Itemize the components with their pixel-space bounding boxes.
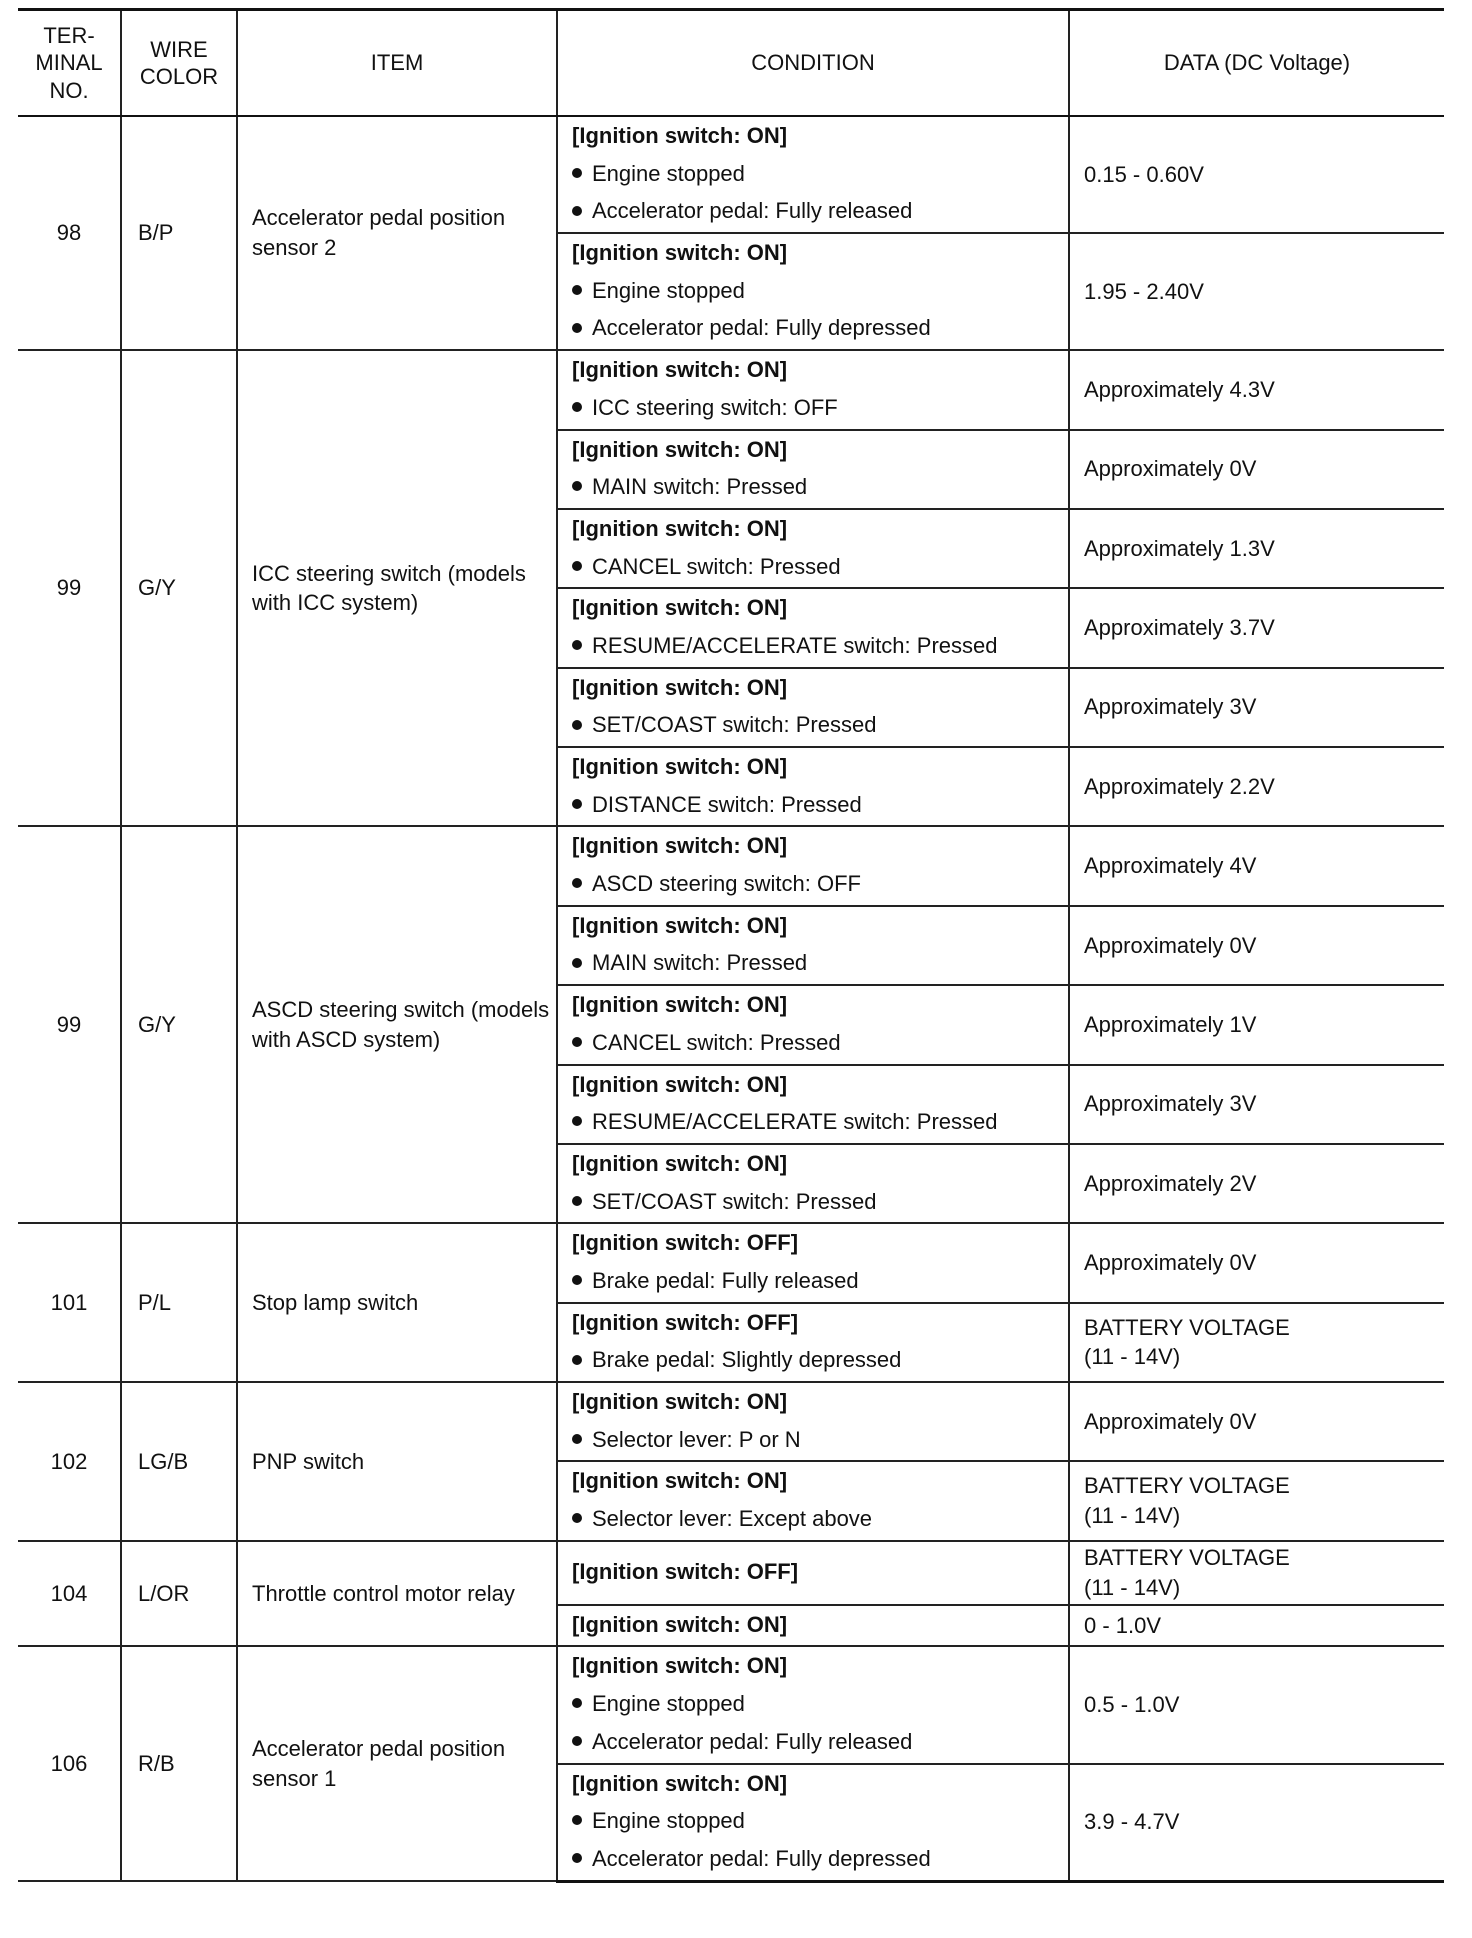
bullet-icon	[572, 168, 582, 178]
condition-bullet-text: Engine stopped	[592, 160, 745, 186]
item-name: Throttle control motor relay	[237, 1541, 557, 1647]
data-voltage: BATTERY VOLTAGE (11 - 14V)	[1069, 1541, 1444, 1605]
data-voltage: 0.5 - 1.0V	[1069, 1646, 1444, 1763]
condition-title: [Ignition switch: ON]	[572, 436, 788, 462]
condition-title: [Ignition switch: ON]	[572, 240, 788, 266]
bullet-icon	[572, 206, 582, 216]
wire-color: L/OR	[121, 1541, 237, 1647]
condition-bullet-text: Accelerator pedal: Fully depressed	[592, 315, 931, 341]
condition-bullet-text: Engine stopped	[592, 1691, 745, 1717]
condition-bullet-text: Accelerator pedal: Fully released	[592, 1728, 913, 1754]
condition-bullet	[572, 1844, 1058, 1874]
condition-bullet	[572, 1727, 1058, 1757]
condition-title: [Ignition switch: OFF]	[572, 1309, 799, 1335]
header-data: DATA (DC Voltage)	[1069, 10, 1444, 117]
terminal-data-table	[18, 8, 1444, 1883]
bullet-icon	[572, 1355, 582, 1365]
condition-cell	[557, 1461, 1069, 1540]
condition-bullet	[572, 313, 1058, 343]
header-row	[18, 10, 1444, 117]
data-voltage: Approximately 2V	[1069, 1144, 1444, 1223]
terminal-number: 98	[18, 116, 121, 350]
condition-title: [Ignition switch: ON]	[572, 123, 788, 148]
condition-bullet-text: CANCEL switch: Pressed	[592, 553, 841, 579]
header-condition: CONDITION	[557, 10, 1069, 117]
condition-title: [Ignition switch: ON]	[572, 1468, 788, 1494]
condition-title: [Ignition switch: ON]	[572, 595, 788, 621]
condition-bullet-text: Accelerator pedal: Fully depressed	[592, 1845, 931, 1871]
bullet-icon	[572, 561, 582, 571]
bullet-icon	[572, 1196, 582, 1206]
item-name: Stop lamp switch	[237, 1223, 557, 1382]
bullet-icon	[572, 1275, 582, 1285]
bullet-icon	[572, 1736, 582, 1746]
condition-title: [Ignition switch: ON]	[572, 992, 788, 1018]
table-row	[18, 1382, 1444, 1461]
condition-bullet	[572, 393, 1058, 423]
condition-title: [Ignition switch: OFF]	[572, 1558, 799, 1584]
condition-cell	[557, 350, 1069, 429]
terminal-number: 99	[18, 826, 121, 1223]
condition-bullet	[572, 1806, 1058, 1836]
condition-title: [Ignition switch: ON]	[572, 674, 788, 700]
condition-bullet	[572, 276, 1058, 306]
data-voltage: Approximately 1.3V	[1069, 509, 1444, 588]
condition-title: [Ignition switch: ON]	[572, 754, 788, 779]
bullet-icon	[572, 1434, 582, 1444]
bullet-icon	[572, 799, 582, 809]
condition-bullet-text: MAIN switch: Pressed	[592, 474, 808, 500]
condition-bullet	[572, 1689, 1058, 1719]
bullet-icon	[572, 1513, 582, 1523]
condition-bullet	[572, 1028, 1058, 1058]
condition-cell	[557, 826, 1069, 905]
condition-bullet	[572, 948, 1058, 978]
condition-bullet	[572, 869, 1058, 899]
bullet-icon	[572, 285, 582, 295]
condition-bullet-text: MAIN switch: Pressed	[592, 950, 808, 976]
condition-cell	[557, 1382, 1069, 1461]
bullet-icon	[572, 1037, 582, 1047]
bullet-icon	[572, 1853, 582, 1863]
table-row	[18, 1223, 1444, 1302]
header-wire-color: WIRE COLOR	[121, 10, 237, 117]
data-voltage: BATTERY VOLTAGE (11 - 14V)	[1069, 1303, 1444, 1382]
condition-title: [Ignition switch: ON]	[572, 1150, 788, 1176]
condition-title: [Ignition switch: ON]	[572, 357, 788, 383]
condition-cell	[557, 1303, 1069, 1382]
item-name: Accelerator pedal position sensor 1	[237, 1646, 557, 1881]
condition-cell	[557, 985, 1069, 1064]
condition-cell	[557, 1223, 1069, 1302]
data-voltage: Approximately 2.2V	[1069, 747, 1444, 826]
terminal-data-table-container	[18, 8, 1444, 1883]
condition-bullet	[572, 1504, 1058, 1534]
condition-title: [Ignition switch: OFF]	[572, 1230, 799, 1256]
table-row	[18, 350, 1444, 429]
wire-color: R/B	[121, 1646, 237, 1881]
bullet-icon	[572, 878, 582, 888]
condition-cell	[557, 430, 1069, 509]
wire-color: B/P	[121, 116, 237, 350]
condition-bullet	[572, 196, 1058, 226]
condition-cell	[557, 1764, 1069, 1882]
data-voltage: Approximately 0V	[1069, 1382, 1444, 1461]
table-row	[18, 1646, 1444, 1763]
condition-title: [Ignition switch: ON]	[572, 1389, 788, 1414]
bullet-icon	[572, 1698, 582, 1708]
condition-bullet-text: RESUME/ACCELERATE switch: Pressed	[592, 1109, 998, 1135]
data-voltage: Approximately 0V	[1069, 906, 1444, 985]
condition-bullet	[572, 1187, 1058, 1217]
condition-bullet	[572, 1425, 1058, 1455]
condition-cell	[557, 1144, 1069, 1223]
condition-bullet-text: Selector lever: Except above	[592, 1506, 873, 1532]
bullet-icon	[572, 481, 582, 491]
condition-bullet	[572, 472, 1058, 502]
bullet-icon	[572, 958, 582, 968]
data-voltage: Approximately 4.3V	[1069, 350, 1444, 429]
condition-bullet-text: Brake pedal: Slightly depressed	[592, 1347, 902, 1373]
condition-bullet-text: ICC steering switch: OFF	[592, 394, 838, 420]
item-name: Accelerator pedal position sensor 2	[237, 116, 557, 350]
condition-cell	[557, 1541, 1069, 1605]
data-voltage: BATTERY VOLTAGE (11 - 14V)	[1069, 1461, 1444, 1540]
data-voltage: Approximately 3V	[1069, 668, 1444, 747]
condition-bullet	[572, 552, 1058, 582]
condition-bullet-text: ASCD steering switch: OFF	[592, 871, 861, 897]
terminal-number: 102	[18, 1382, 121, 1541]
bullet-icon	[572, 402, 582, 412]
wire-color: G/Y	[121, 826, 237, 1223]
condition-bullet	[572, 790, 1058, 820]
data-voltage: Approximately 3V	[1069, 1065, 1444, 1144]
condition-cell	[557, 116, 1069, 233]
header-terminal: TER- MINAL NO.	[18, 10, 121, 117]
item-name: PNP switch	[237, 1382, 557, 1541]
condition-bullet-text: CANCEL switch: Pressed	[592, 1029, 841, 1055]
condition-cell	[557, 668, 1069, 747]
data-voltage: Approximately 4V	[1069, 826, 1444, 905]
condition-cell	[557, 747, 1069, 826]
table-row	[18, 1541, 1444, 1605]
condition-bullet	[572, 631, 1058, 661]
data-voltage: 0.15 - 0.60V	[1069, 116, 1444, 233]
condition-bullet	[572, 1345, 1058, 1375]
condition-title: [Ignition switch: ON]	[572, 912, 788, 938]
wire-color: G/Y	[121, 350, 237, 826]
condition-cell	[557, 1065, 1069, 1144]
item-name: ASCD steering switch (models with ASCD system)	[237, 826, 557, 1223]
data-voltage: Approximately 0V	[1069, 1223, 1444, 1302]
condition-bullet-text: SET/COAST switch: Pressed	[592, 1188, 877, 1214]
condition-cell	[557, 1646, 1069, 1763]
condition-cell	[557, 588, 1069, 667]
condition-cell	[557, 1605, 1069, 1647]
wire-color: P/L	[121, 1223, 237, 1382]
data-voltage: Approximately 0V	[1069, 430, 1444, 509]
terminal-number: 106	[18, 1646, 121, 1881]
terminal-number: 104	[18, 1541, 121, 1647]
condition-title: [Ignition switch: ON]	[572, 1611, 788, 1637]
condition-bullet-text: Selector lever: P or N	[592, 1426, 801, 1452]
condition-bullet-text: Engine stopped	[592, 1808, 745, 1834]
condition-bullet	[572, 710, 1058, 740]
bullet-icon	[572, 323, 582, 333]
condition-bullet-text: SET/COAST switch: Pressed	[592, 712, 877, 738]
condition-title: [Ignition switch: ON]	[572, 1770, 788, 1796]
condition-bullet-text: Brake pedal: Fully released	[592, 1267, 859, 1293]
table-row	[18, 116, 1444, 233]
data-voltage: Approximately 3.7V	[1069, 588, 1444, 667]
condition-bullet-text: DISTANCE switch: Pressed	[592, 791, 862, 817]
item-name: ICC steering switch (models with ICC system)	[237, 350, 557, 826]
table-row	[18, 826, 1444, 905]
condition-title: [Ignition switch: ON]	[572, 1653, 788, 1679]
condition-cell	[557, 509, 1069, 588]
header-item: ITEM	[237, 10, 557, 117]
bullet-icon	[572, 1116, 582, 1126]
data-voltage: Approximately 1V	[1069, 985, 1444, 1064]
condition-cell	[557, 906, 1069, 985]
condition-title: [Ignition switch: ON]	[572, 833, 788, 859]
bullet-icon	[572, 640, 582, 650]
data-voltage: 0 - 1.0V	[1069, 1605, 1444, 1647]
wire-color: LG/B	[121, 1382, 237, 1541]
bullet-icon	[572, 720, 582, 730]
condition-bullet-text: Engine stopped	[592, 277, 745, 303]
condition-bullet-text: RESUME/ACCELERATE switch: Pressed	[592, 632, 998, 658]
condition-bullet	[572, 159, 1058, 189]
data-voltage: 1.95 - 2.40V	[1069, 233, 1444, 350]
condition-bullet	[572, 1107, 1058, 1137]
terminal-number: 99	[18, 350, 121, 826]
data-voltage: 3.9 - 4.7V	[1069, 1764, 1444, 1882]
condition-cell	[557, 233, 1069, 350]
condition-title: [Ignition switch: ON]	[572, 1071, 788, 1097]
bullet-icon	[572, 1815, 582, 1825]
terminal-number: 101	[18, 1223, 121, 1382]
condition-bullet	[572, 1266, 1058, 1296]
condition-bullet-text: Accelerator pedal: Fully released	[592, 198, 913, 224]
condition-title: [Ignition switch: ON]	[572, 515, 788, 541]
